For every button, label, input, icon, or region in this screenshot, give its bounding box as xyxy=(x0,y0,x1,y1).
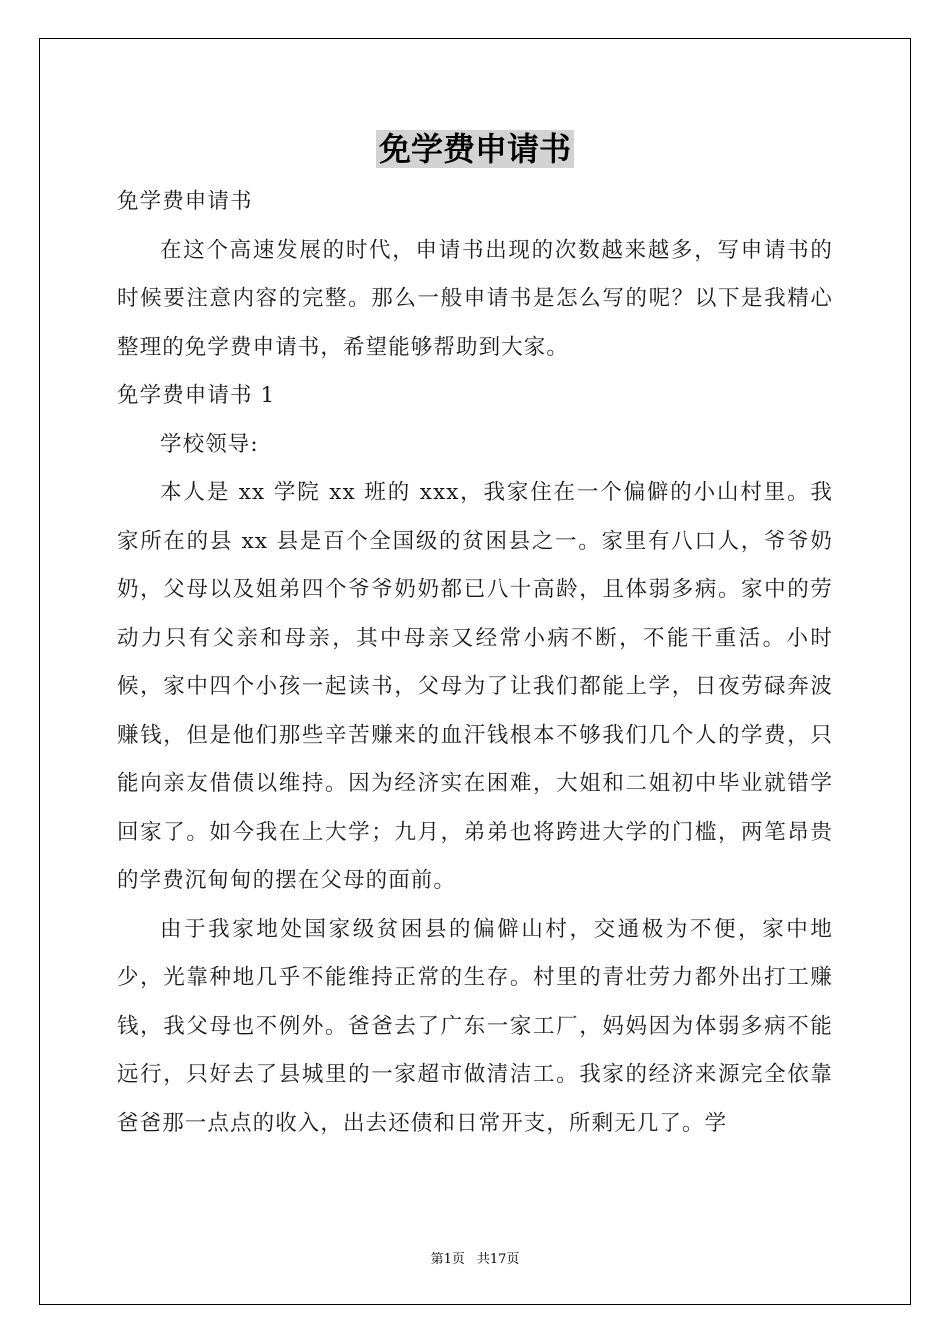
document-title xyxy=(0,125,950,173)
paragraph-body-1: 本人是 xx 学院 xx 班的 xxx，我家住在一个偏僻的小山村里。我家所在的县 xx 县是百个全国级的贫困县之一。家里有八口人，爷爷奶奶，父母以及姐弟四个爷爷奶奶都已八十高龄，且体弱多病。家中的劳动力只有父亲和母亲，其中母亲又经常小病不断，不能干重活。小时候，家中四个小孩一起读书，父母为了让我们都能上学，日夜劳碌奔波赚钱，但是他们那些辛苦赚来的血汗钱根本不够我们几个人的学费，只能向亲友借债以维持。因为经济实在困难，大姐和二姐初中毕业就错学回家了。如今我在上大学；九月，弟弟也将跨进大学的门槛，两笔昂贵的学费沉甸甸的摆在父母的面前。 xyxy=(117,480,833,893)
paragraph-salutation: 学校领导: xyxy=(160,431,259,457)
paragraph-body-2: 由于我家地处国家级贫困县的偏僻山村，交通极为不便，家中地少，光靠种地几乎不能维持正常的生存。村里的青壮劳力都外出打工赚钱，我父母也不例外。爸爸去了广东一家工厂，妈妈因为体弱多病不能远行，只好去了县城里的一家超市做清洁工。我家的经济来源完全依靠爸爸那一点点的收入，出去还债和日常开支，所剩无几了。学 xyxy=(117,916,833,1136)
page-total: 共17页 xyxy=(476,1252,520,1267)
paragraph-subtitle: 免学费申请书 xyxy=(117,189,253,214)
paragraph-section-heading: 免学费申请书 1 xyxy=(117,383,276,408)
document-title-text: 免学费申请书 xyxy=(376,130,574,168)
page-number: 第1页 xyxy=(430,1252,465,1267)
paragraph-intro: 在这个高速发展的时代，申请书出现的次数越来越多，写申请书的时候要注意内容的完整。那么一般申请书是怎么写的呢？以下是我精心整理的免学费申请书，希望能够帮助到大家。 xyxy=(117,237,833,360)
page-footer xyxy=(0,1248,950,1267)
document-body xyxy=(117,178,833,1148)
